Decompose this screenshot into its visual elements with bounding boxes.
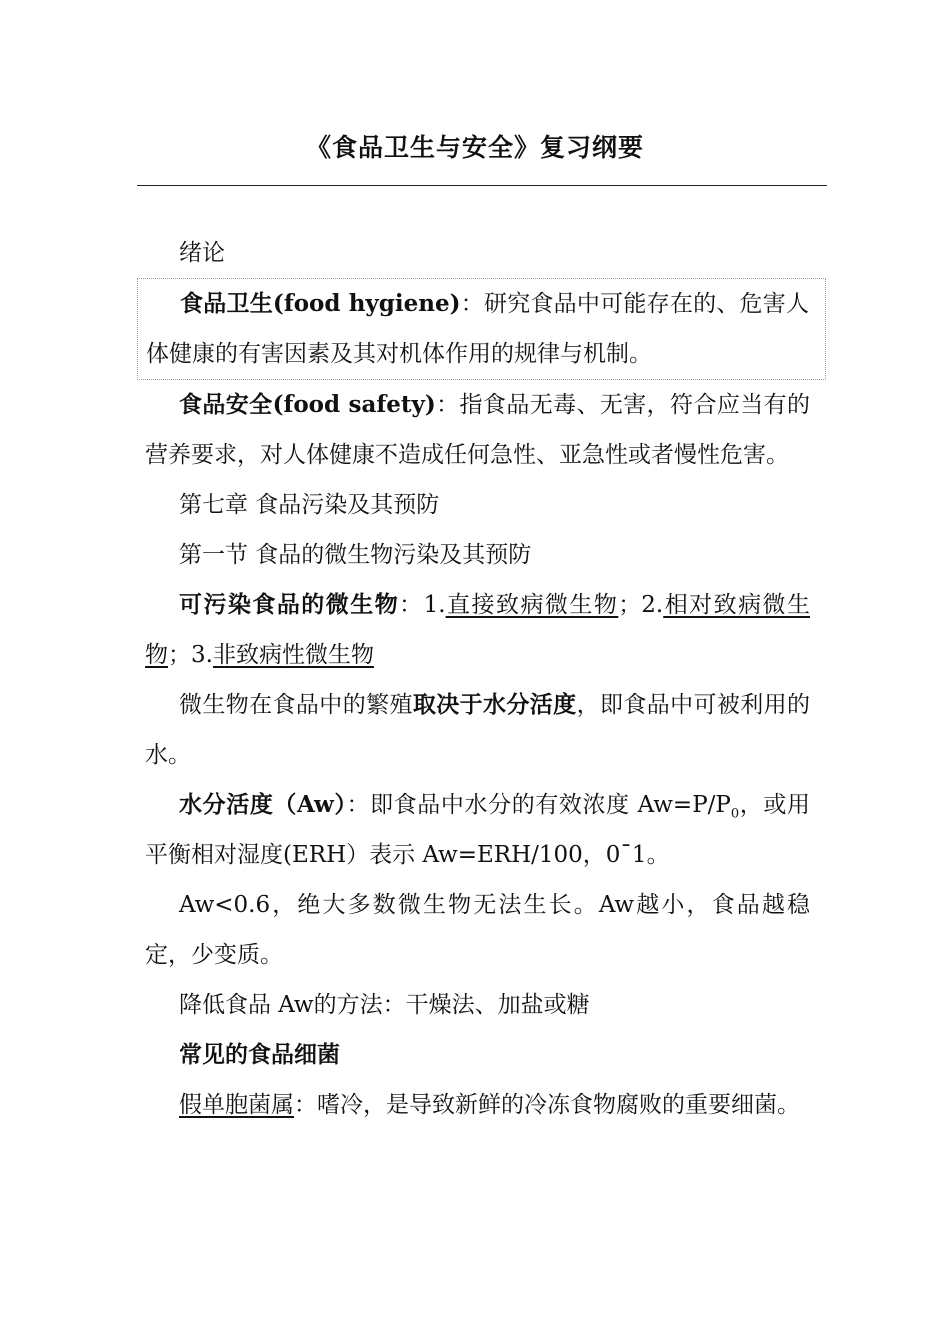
food-hygiene-term: 食品卫生(food hygiene) <box>180 290 461 317</box>
pseudomonas-text: ：嗜冷，是导致新鲜的冷冻食物腐败的重要细菌。 <box>294 1092 800 1118</box>
growth-prefix: 微生物在食品中的繁殖 <box>179 692 413 718</box>
food-safety-text: 指食品无毒、无害，符合应当有的营养要求，对人体健康不造成任何急性、亚急性或者慢性危害。 <box>145 392 810 468</box>
food-safety-definition <box>145 380 810 480</box>
microbe-item-1: 直接致病微生物 <box>445 592 619 618</box>
water-activity-text-1: ：即食品中水分的有效浓度 Aw=P/P <box>346 792 731 818</box>
lower-aw-methods: 降低食品 Aw的方法：干燥法、加盐或糖 <box>179 992 590 1018</box>
microbe-item-2: 相对致病微生物 <box>145 592 811 668</box>
water-activity-text-2: ，或用平衡相对湿度(ERH）表示 Aw=ERH/100，0¯1。 <box>145 792 811 868</box>
document-body <box>145 228 810 1130</box>
water-activity-term: 水分活度（Aw） <box>179 791 347 818</box>
microbe-item-3: 非致病性微生物 <box>212 642 374 668</box>
section-heading: 第一节 食品的微生物污染及其预防 <box>179 542 532 568</box>
title-divider <box>137 185 827 186</box>
food-hygiene-separator: ： <box>460 291 484 317</box>
microbe-item-2-number: 2. <box>641 592 664 618</box>
microbe-item-1-number: 1. <box>423 592 446 618</box>
microbes-term: 可污染食品的微生物 <box>179 591 400 618</box>
food-hygiene-text: 研究食品中可能存在的、危害人体健康的有害因素及其对机体作用的规律与机制。 <box>146 291 810 367</box>
water-activity-definition <box>145 780 810 880</box>
document-title: 《食品卫生与安全》复习纲要 <box>305 133 644 162</box>
water-activity-subscript: 0 <box>730 806 740 822</box>
microbe-item-3-number: 3. <box>191 642 213 668</box>
growth-key-phrase: 取决于水分活度 <box>412 691 577 718</box>
contaminating-microbes <box>145 580 810 680</box>
microbe-growth-paragraph <box>145 680 810 780</box>
pseudomonas-term: 假单胞菌属 <box>179 1092 294 1118</box>
food-hygiene-definition <box>137 278 826 380</box>
microbes-separator: ： <box>399 592 424 618</box>
intro-heading: 绪论 <box>179 240 225 266</box>
pseudomonas-paragraph <box>145 1080 810 1130</box>
water-activity-note: Aw<0.6，绝大多数微生物无法生长。Aw越小，食品越稳定，少变质。 <box>145 892 810 968</box>
growth-suffix: ，即食品中可被利用的水。 <box>145 692 811 768</box>
microbe-separator-2: ； <box>168 642 191 668</box>
food-safety-separator: ： <box>435 392 460 418</box>
food-safety-term: 食品安全(food safety) <box>179 391 436 418</box>
microbe-separator-1: ； <box>618 592 642 618</box>
chapter-heading: 第七章 食品污染及其预防 <box>179 492 440 518</box>
common-bacteria-heading: 常见的食品细菌 <box>179 1041 340 1068</box>
